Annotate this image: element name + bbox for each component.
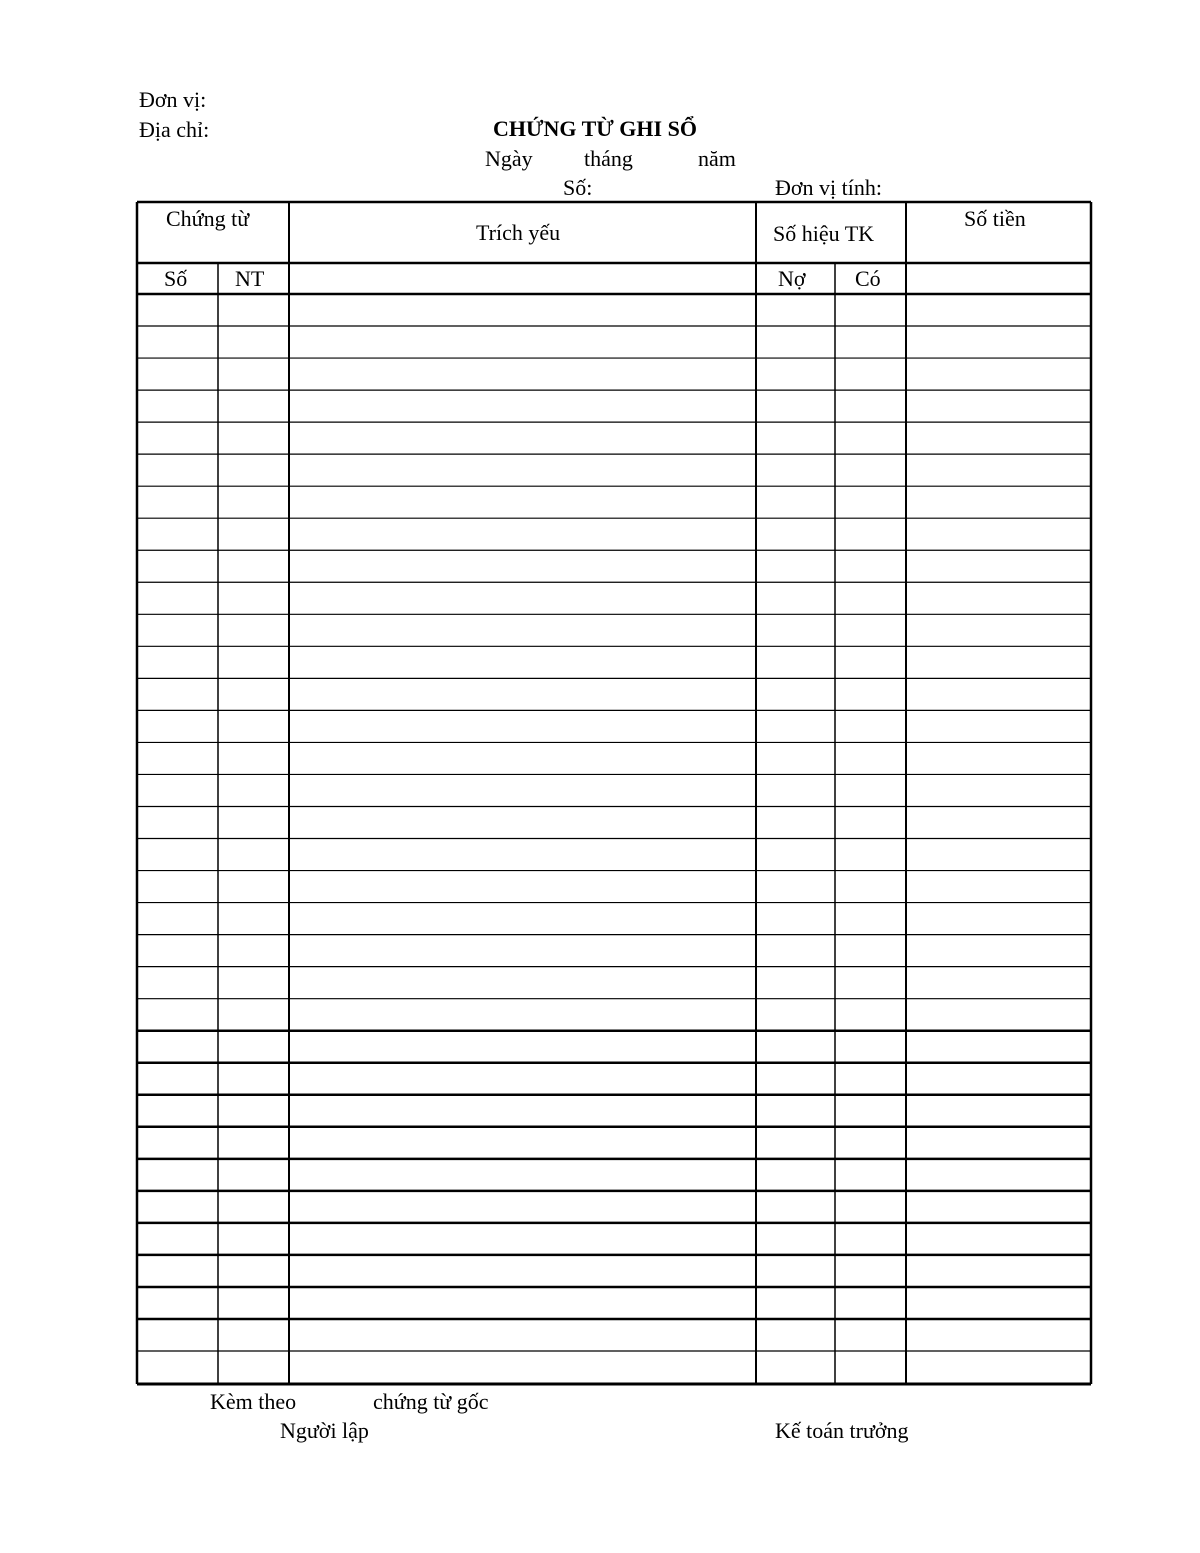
date-month-label: tháng: [584, 146, 633, 171]
address-label: Địa chỉ:: [139, 117, 210, 142]
date-day-label: Ngày: [485, 146, 533, 171]
header-account-group: Số hiệu TK: [773, 221, 875, 246]
header-debit: Nợ: [778, 266, 806, 291]
header-voucher-group: Chứng từ: [166, 206, 250, 231]
header-amount: Số tiền: [964, 206, 1026, 231]
header-credit: Có: [855, 266, 881, 291]
date-year-label: năm: [698, 146, 736, 171]
prepared-by-signature-label: Người lập: [280, 1418, 369, 1443]
chief-accountant-signature-label: Kế toán trưởng: [775, 1418, 909, 1443]
attached-documents-prefix: Kèm theo: [210, 1389, 297, 1414]
attached-documents-suffix: chứng từ gốc: [373, 1389, 489, 1414]
voucher-number-label: Số:: [563, 175, 593, 200]
header-voucher-number: Số: [164, 266, 188, 291]
header-description: Trích yếu: [476, 220, 561, 245]
page-title: CHỨNG TỪ GHI SỔ: [493, 116, 697, 141]
currency-unit-label: Đơn vị tính:: [775, 175, 882, 200]
unit-label: Đơn vị:: [139, 87, 207, 112]
header-voucher-date: NT: [235, 266, 265, 291]
